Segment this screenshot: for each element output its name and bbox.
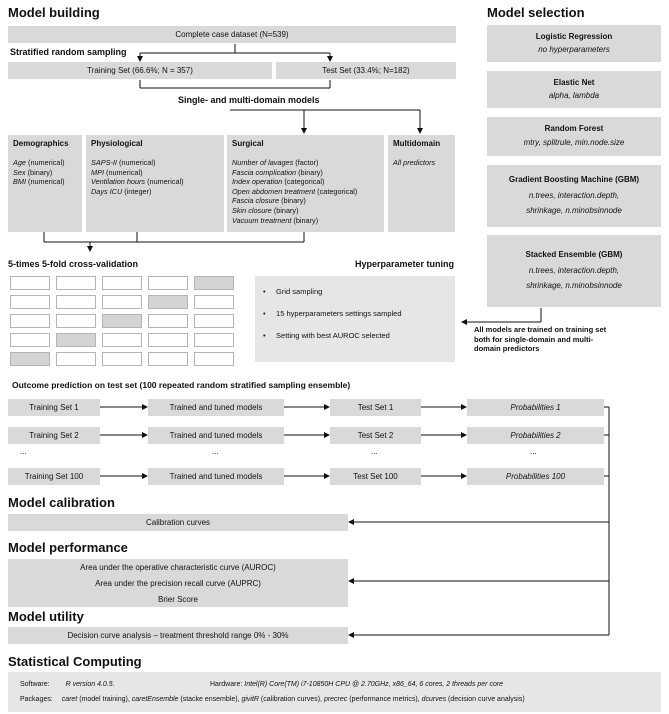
predictor-line: Fascia complication (binary) xyxy=(232,167,323,177)
predictor-line: MPI (numerical) xyxy=(91,167,143,177)
training-set-row-100: Training Set 100 xyxy=(8,468,100,485)
cv-fold-cell xyxy=(56,295,96,309)
tuning-box xyxy=(255,276,455,362)
sampling-label: Stratified random sampling xyxy=(10,47,127,57)
performance-title: Model performance xyxy=(8,540,128,555)
predictor-line: Vacuum treatment (binary) xyxy=(232,215,319,225)
models-row-1: Trained and tuned models xyxy=(148,399,284,416)
training-note: All models are trained on training set both for single-domain and multi- domain predictors xyxy=(474,325,607,353)
cv-fold-cell xyxy=(10,314,50,328)
model-card-logistic: Logistic Regression no hyperparameters xyxy=(487,25,661,62)
models-row-100: Trained and tuned models xyxy=(148,468,284,485)
dataset-box: Complete case dataset (N=539) xyxy=(8,26,456,43)
domain-title: Surgical xyxy=(232,139,264,148)
cv-fold-cell xyxy=(56,333,96,347)
calibration-box: Calibration curves xyxy=(8,514,348,531)
predictor-line: Fascia closure (binary) xyxy=(232,196,306,206)
packages-row: Packages: caret (model training), caretEnsemble (stacke ensemble), givitR (calibration curves), precrec (performance metrics), dcurves (decision curve analysis) xyxy=(20,696,525,703)
calibration-title: Model calibration xyxy=(8,495,115,510)
test-set-row-2: Test Set 2 xyxy=(330,427,421,444)
domain-box-demographics xyxy=(8,135,82,232)
cv-fold-cell xyxy=(10,333,50,347)
cv-fold-cell xyxy=(194,276,234,290)
ellipsis: ... xyxy=(371,447,378,456)
predictor-line: Index operation (categorical) xyxy=(232,177,325,187)
cv-fold-cell xyxy=(56,352,96,366)
metric-auprc: Area under the precision recall curve (AUPRC) xyxy=(95,578,261,588)
models-label: Single- and multi-domain models xyxy=(178,95,320,105)
test-set-row-100: Test Set 100 xyxy=(330,468,421,485)
cv-fold-cell xyxy=(102,352,142,366)
cv-fold-cell xyxy=(102,333,142,347)
predictor-line: BMI (numerical) xyxy=(13,177,65,187)
cv-fold-cell xyxy=(10,276,50,290)
probabilities-row-2: Probabilities 2 xyxy=(467,427,604,444)
model-selection-title: Model selection xyxy=(487,5,585,20)
test-set-row-1: Test Set 1 xyxy=(330,399,421,416)
cv-fold-cell xyxy=(102,295,142,309)
ellipsis: ... xyxy=(20,447,27,456)
cv-fold-cell xyxy=(194,352,234,366)
model-card-stacked-ensemble: Stacked Ensemble (GBM) n.trees, interaction.depth, shrinkage, n.minobsinnode xyxy=(487,235,661,307)
predictor-line: SAPS-II (numerical) xyxy=(91,158,156,167)
cv-fold-cell xyxy=(148,333,188,347)
cv-fold-cell xyxy=(148,314,188,328)
model-card-elastic-net: Elastic Net alpha, lambda xyxy=(487,71,661,108)
hardware-row: Hardware: Intel(R) Core(TM) i7-10850H CPU @ 2.70GHz, x86_64, 6 cores, 2 threads per core xyxy=(210,681,504,688)
training-set-box: Training Set (66.6%; N = 357) xyxy=(8,62,272,79)
predictor-line: Sex (binary) xyxy=(13,167,53,177)
utility-title: Model utility xyxy=(8,609,84,624)
cv-fold-cell xyxy=(10,295,50,309)
computing-box xyxy=(8,672,661,712)
domain-title: Physiological xyxy=(91,139,143,148)
cv-fold-cell xyxy=(148,352,188,366)
cv-fold-cell xyxy=(56,314,96,328)
software-row: Software: R version 4.0.5. xyxy=(20,681,115,688)
cv-fold-cell xyxy=(194,314,234,328)
predictor-line: All predictors xyxy=(393,158,436,167)
model-building-title: Model building xyxy=(8,5,100,20)
tuning-item: • Setting with best AUROC selected xyxy=(263,331,390,340)
predictor-line: Number of lavages (factor) xyxy=(232,158,319,167)
predictor-line: Open abdomen treatment (categorical) xyxy=(232,186,358,196)
cv-fold-cell xyxy=(148,295,188,309)
performance-box xyxy=(8,559,348,607)
cv-fold-cell xyxy=(102,276,142,290)
cv-fold-cell xyxy=(194,295,234,309)
model-card-random-forest: Random Forest mtry, splitrule, min.node.size xyxy=(487,117,661,156)
utility-box: Decision curve analysis – treatment threshold range 0% - 30% xyxy=(8,627,348,644)
tuning-item: • Grid sampling xyxy=(263,287,323,296)
cv-fold-cell xyxy=(194,333,234,347)
cv-fold-cell xyxy=(102,314,142,328)
cv-label: 5-times 5-fold cross-validation xyxy=(8,259,139,269)
test-set-box: Test Set (33.4%; N=182) xyxy=(276,62,456,79)
metric-auroc: Area under the operative characteristic curve (AUROC) xyxy=(80,562,276,572)
tuning-label: Hyperparameter tuning xyxy=(355,259,455,269)
ellipsis: ... xyxy=(212,447,219,456)
metric-brier: Brier Score xyxy=(157,594,198,604)
predictor-line: Ventilation hours (numerical) xyxy=(91,177,184,187)
ellipsis: ... xyxy=(530,447,537,456)
probabilities-row-1: Probabilities 1 xyxy=(467,399,604,416)
domain-box-physiological xyxy=(86,135,224,232)
cv-fold-cell xyxy=(148,276,188,290)
cv-fold-cell xyxy=(10,352,50,366)
cv-fold-cell xyxy=(56,276,96,290)
domain-title: Demographics xyxy=(13,139,69,148)
training-set-row-2: Training Set 2 xyxy=(8,427,100,444)
domain-box-multidomain xyxy=(388,135,455,232)
probabilities-row-100: Probabilities 100 xyxy=(467,468,604,485)
predictor-line: Days ICU (integer) xyxy=(91,186,152,196)
predictor-line: Age (numerical) xyxy=(13,158,65,167)
outcome-title: Outcome prediction on test set (100 repeated random stratified sampling ensemble) xyxy=(12,380,351,390)
computing-title: Statistical Computing xyxy=(8,654,142,669)
training-set-row-1: Training Set 1 xyxy=(8,399,100,416)
domain-box-surgical xyxy=(227,135,384,232)
tuning-item: • 15 hyperparameters settings sampled xyxy=(263,309,402,318)
models-row-2: Trained and tuned models xyxy=(148,427,284,444)
model-card-gbm: Gradient Boosting Machine (GBM) n.trees, interaction.depth, shrinkage, n.minobsinnode xyxy=(487,165,661,227)
domain-title: Multidomain xyxy=(393,139,441,148)
predictor-line: Skin closure (binary) xyxy=(232,205,299,215)
